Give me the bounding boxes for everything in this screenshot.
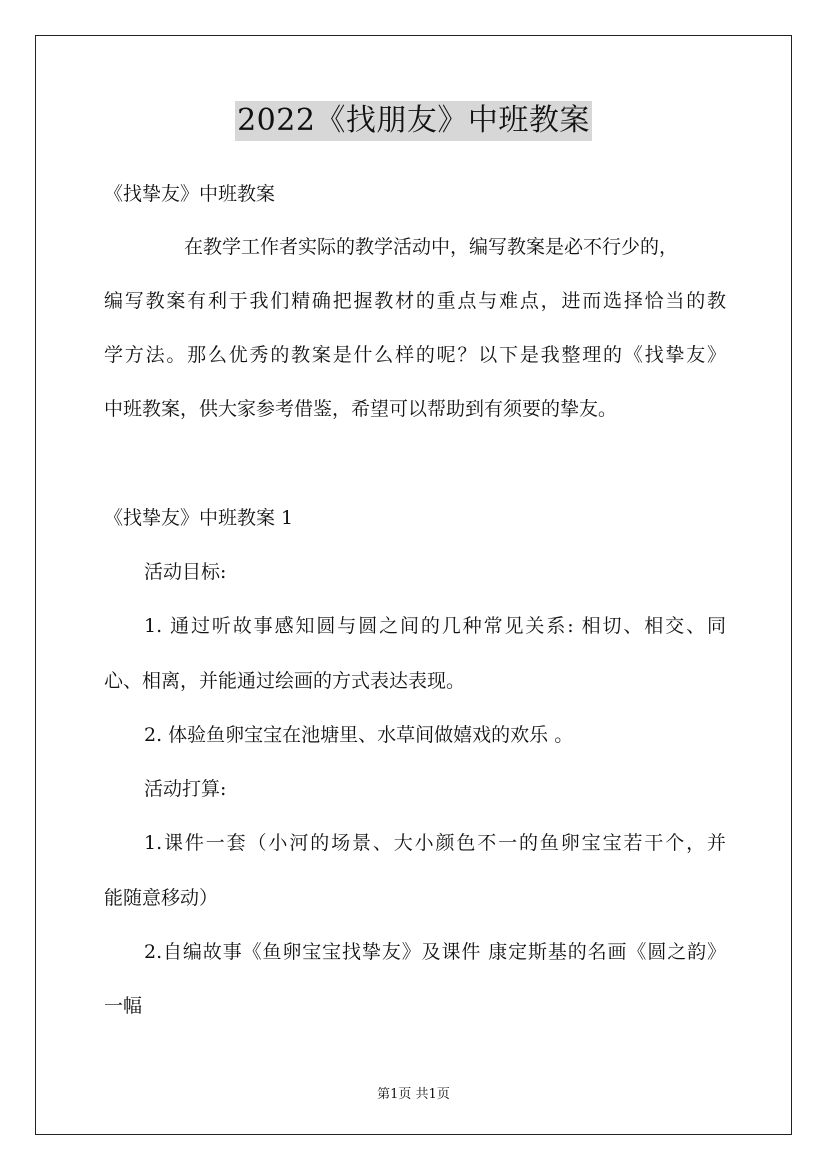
prep-heading: 活动打算:	[144, 778, 227, 800]
goal2: 2. 体验鱼卵宝宝在池塘里、水草间做嬉戏的欢乐 。	[144, 724, 574, 746]
prep2-line-1: 2.自编故事《鱼卵宝宝找挚友》及课件 康定斯基的名画《圆之韵》	[144, 941, 726, 963]
goal1-line-1: 1. 通过听故事感知圆与圆之间的几种常见关系: 相切、相交、同	[144, 615, 726, 637]
intro-line-2	[104, 288, 726, 314]
subtitle: 《找挚友》中班教案	[104, 183, 276, 205]
intro-line-2-text: 编写教案有利于我们精确把握教材的重点与难点，进而选择恰当的教	[104, 290, 726, 312]
intro-line-3-text: 学方法。那么优秀的教案是什么样的呢？以下是我整理的《找挚友》	[104, 344, 726, 366]
intro-line-1: 在教学工作者实际的教学活动中，编写教案是必不行少的，	[184, 236, 679, 258]
prep1-line-1: 1.课件一套（小河的场景、大小颜色不一的鱼卵宝宝若干个，并	[144, 832, 726, 854]
prep1-line-2: 能随意移动）	[104, 887, 219, 909]
intro-line-3	[104, 342, 726, 368]
goal1-line-2: 心、相离，并能通过绘画的方式表达表现。	[104, 670, 466, 692]
title-wrap	[0, 101, 827, 141]
prep2-line-2: 一幅	[104, 995, 143, 1017]
document-title: 2022《找朋友》中班教案	[235, 101, 592, 141]
intro-line-4: 中班教案，供大家参考借鉴，希望可以帮助到有须要的挚友。	[104, 398, 618, 420]
goals-heading: 活动目标:	[144, 561, 227, 583]
page-footer: 第1页 共1页	[377, 1087, 450, 1102]
section-heading: 《找挚友》中班教案 1	[104, 507, 294, 529]
